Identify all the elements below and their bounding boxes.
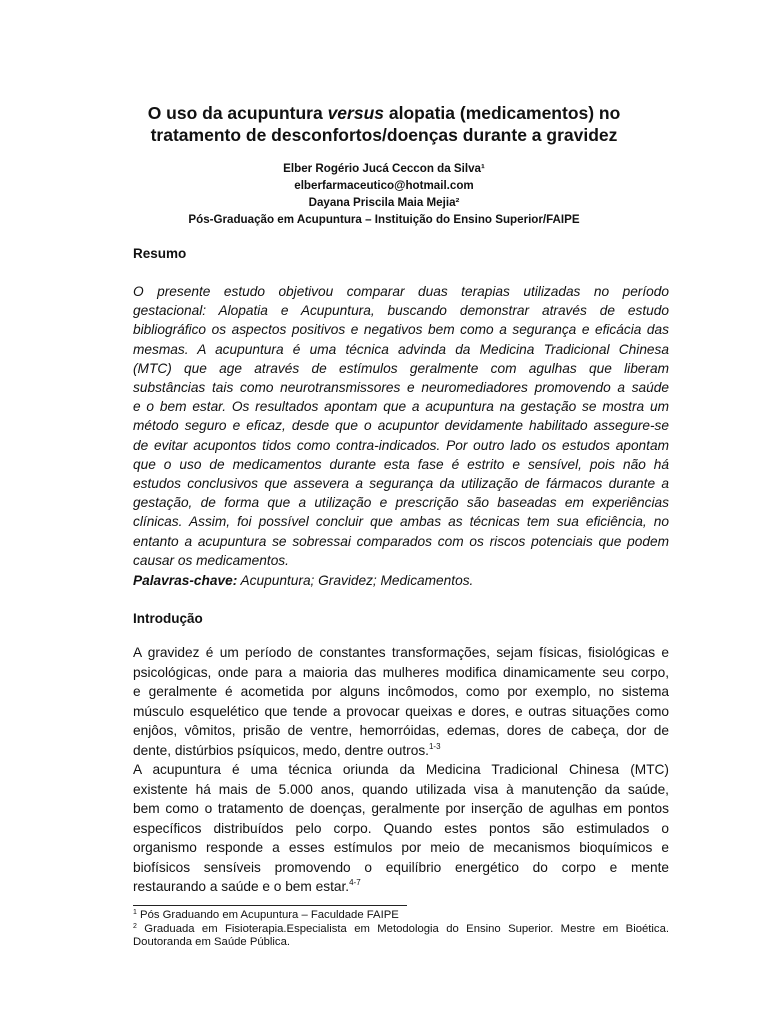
keywords-label: Palavras-chave: <box>133 573 238 588</box>
intro-text <box>133 643 669 897</box>
affiliation: Pós-Graduação em Acupuntura – Instituição do Ensino Superior/FAIPE <box>188 213 580 226</box>
paper-title <box>100 102 668 146</box>
keywords <box>133 571 473 590</box>
abstract-line: e o bem estar. Os resultados apontam que a acupuntura na gestação se mostra um <box>133 399 669 415</box>
intro-line: específicos distribuídos pelo corpo. Quando estes pontos são estimulados o <box>133 820 669 836</box>
intro-line: A gravidez é um período de constantes transformações, sejam físicas, fisiológicas e <box>133 645 669 660</box>
author-2: Dayana Priscila Maia Mejia² <box>308 196 460 209</box>
abstract-line: causar os medicamentos. <box>133 552 289 568</box>
abstract-text <box>133 282 669 570</box>
abstract-line: bibliográfico os aspectos positivos e negativos bem como a segurança e eficácia das <box>133 322 669 338</box>
intro-line: biofísicos sensíveis promovendo o equilíbrio energético do corpo e mente <box>133 859 669 875</box>
footnotes <box>133 909 669 950</box>
intro-line: restaurando a saúde e o bem estar.$^{4-7}$ <box>133 878 361 894</box>
author-1: Elber Rogério Jucá Ceccon da Silva¹ <box>283 162 485 175</box>
abstract-line: O presente estudo objetivou comparar duas terapias utilizadas no período <box>133 284 669 299</box>
title-line-2: tratamento de desconfortos/doenças durante a gravidez <box>150 125 618 145</box>
footnote-mark: 2 <box>133 922 137 930</box>
abstract-line: gestacional: Alopatia e Acupuntura, buscando demonstrar através de estudo <box>133 303 669 319</box>
footnote-2: $^2$ Graduada em Fisioterapia.Especialista em Metodologia do Ensino Superior. Mestre em Bioética. <box>133 922 669 935</box>
intro-line: psicológicas, onde para a maioria das mulheres modifica dinamicamente seu corpo, <box>133 664 669 680</box>
keywords-list: Acupuntura; Gravidez; Medicamentos. <box>237 573 474 588</box>
footnote-2-cont: Doutoranda em Saúde Pública. <box>133 936 291 948</box>
intro-line: A acupuntura é uma técnica oriunda da Medicina Tradicional Chinesa (MTC) <box>133 762 669 777</box>
intro-line: organismo responde a esses estímulos por meio de mecanismos bioquímicos e <box>133 840 669 855</box>
title-italic-word: versus <box>327 103 385 123</box>
intro-line: músculo esquelético que tende a provocar queixas e dores, e outras situações como <box>133 703 669 719</box>
citation-ref: 1-3 <box>428 741 441 751</box>
intro-line: e geralmente é acometida por alguns incômodos, como por exemplo, no sistema <box>133 684 669 699</box>
abstract-line: de evitar acupontos tidos como contra-indicados. Por outro lado os estudos apontam <box>133 437 669 453</box>
abstract-line: mesmas. A acupuntura é uma técnica advinda da Medicina Tradicional Chinesa <box>133 341 669 357</box>
author-email: elberfarmaceutico@hotmail.com <box>294 179 474 192</box>
citation-ref: 4-7 <box>349 878 361 887</box>
abstract-line: substâncias tais como neurotransmissores e neuromediadores promovendo a saúde <box>133 380 669 396</box>
abstract-heading: Resumo <box>133 246 187 261</box>
title-line-1: O uso da acupuntura versus alopatia (medicamentos) no <box>147 103 621 123</box>
footnote-1: $^1$ Pós Graduando em Acupuntura – Faculdade FAIPE <box>133 909 399 921</box>
author-block <box>100 160 668 228</box>
intro-line: bem como o tratamento de doenças, geralmente por inserção de agulhas em pontos <box>133 801 669 816</box>
abstract-line: que o uso de medicamentos durante esta fase é estrito e sensível, pois não há <box>133 456 669 472</box>
abstract-line: gestação, de forma que a utilização e prescrição são baseadas em experiências <box>133 495 669 511</box>
abstract-line: clínicas. Assim, foi possível concluir que ambas as técnicas tem sua eficiência, no <box>133 514 669 530</box>
abstract-line: (MTC) que age através de estímulos geralmente com agulhas que liberam <box>133 360 669 376</box>
footnote-mark: 1 <box>133 909 137 916</box>
intro-line: enjôos, vômitos, prisão de ventre, hemorróidas, edemas, dores de cabeça, dor de <box>133 723 669 738</box>
abstract-line: entanto a acupuntura se sobressai comparados com os riscos potenciais que podem <box>133 533 669 549</box>
intro-line: dente, distúrbios psíquicos, medo, dentre outros.$^{1-3}$ <box>133 741 441 758</box>
intro-heading: Introdução <box>133 611 203 626</box>
intro-line: existente há mais de 5.000 anos, quando utilizada visa à manutenção da saúde, <box>133 781 669 797</box>
abstract-line: estudos conclusivos que assevera a segurança da utilização de fármacos durante a <box>133 476 669 492</box>
footnote-divider <box>133 905 407 906</box>
abstract-line: método seguro e eficaz, desde que o acupuntor devidamente habilitado assegure-se <box>133 418 669 434</box>
